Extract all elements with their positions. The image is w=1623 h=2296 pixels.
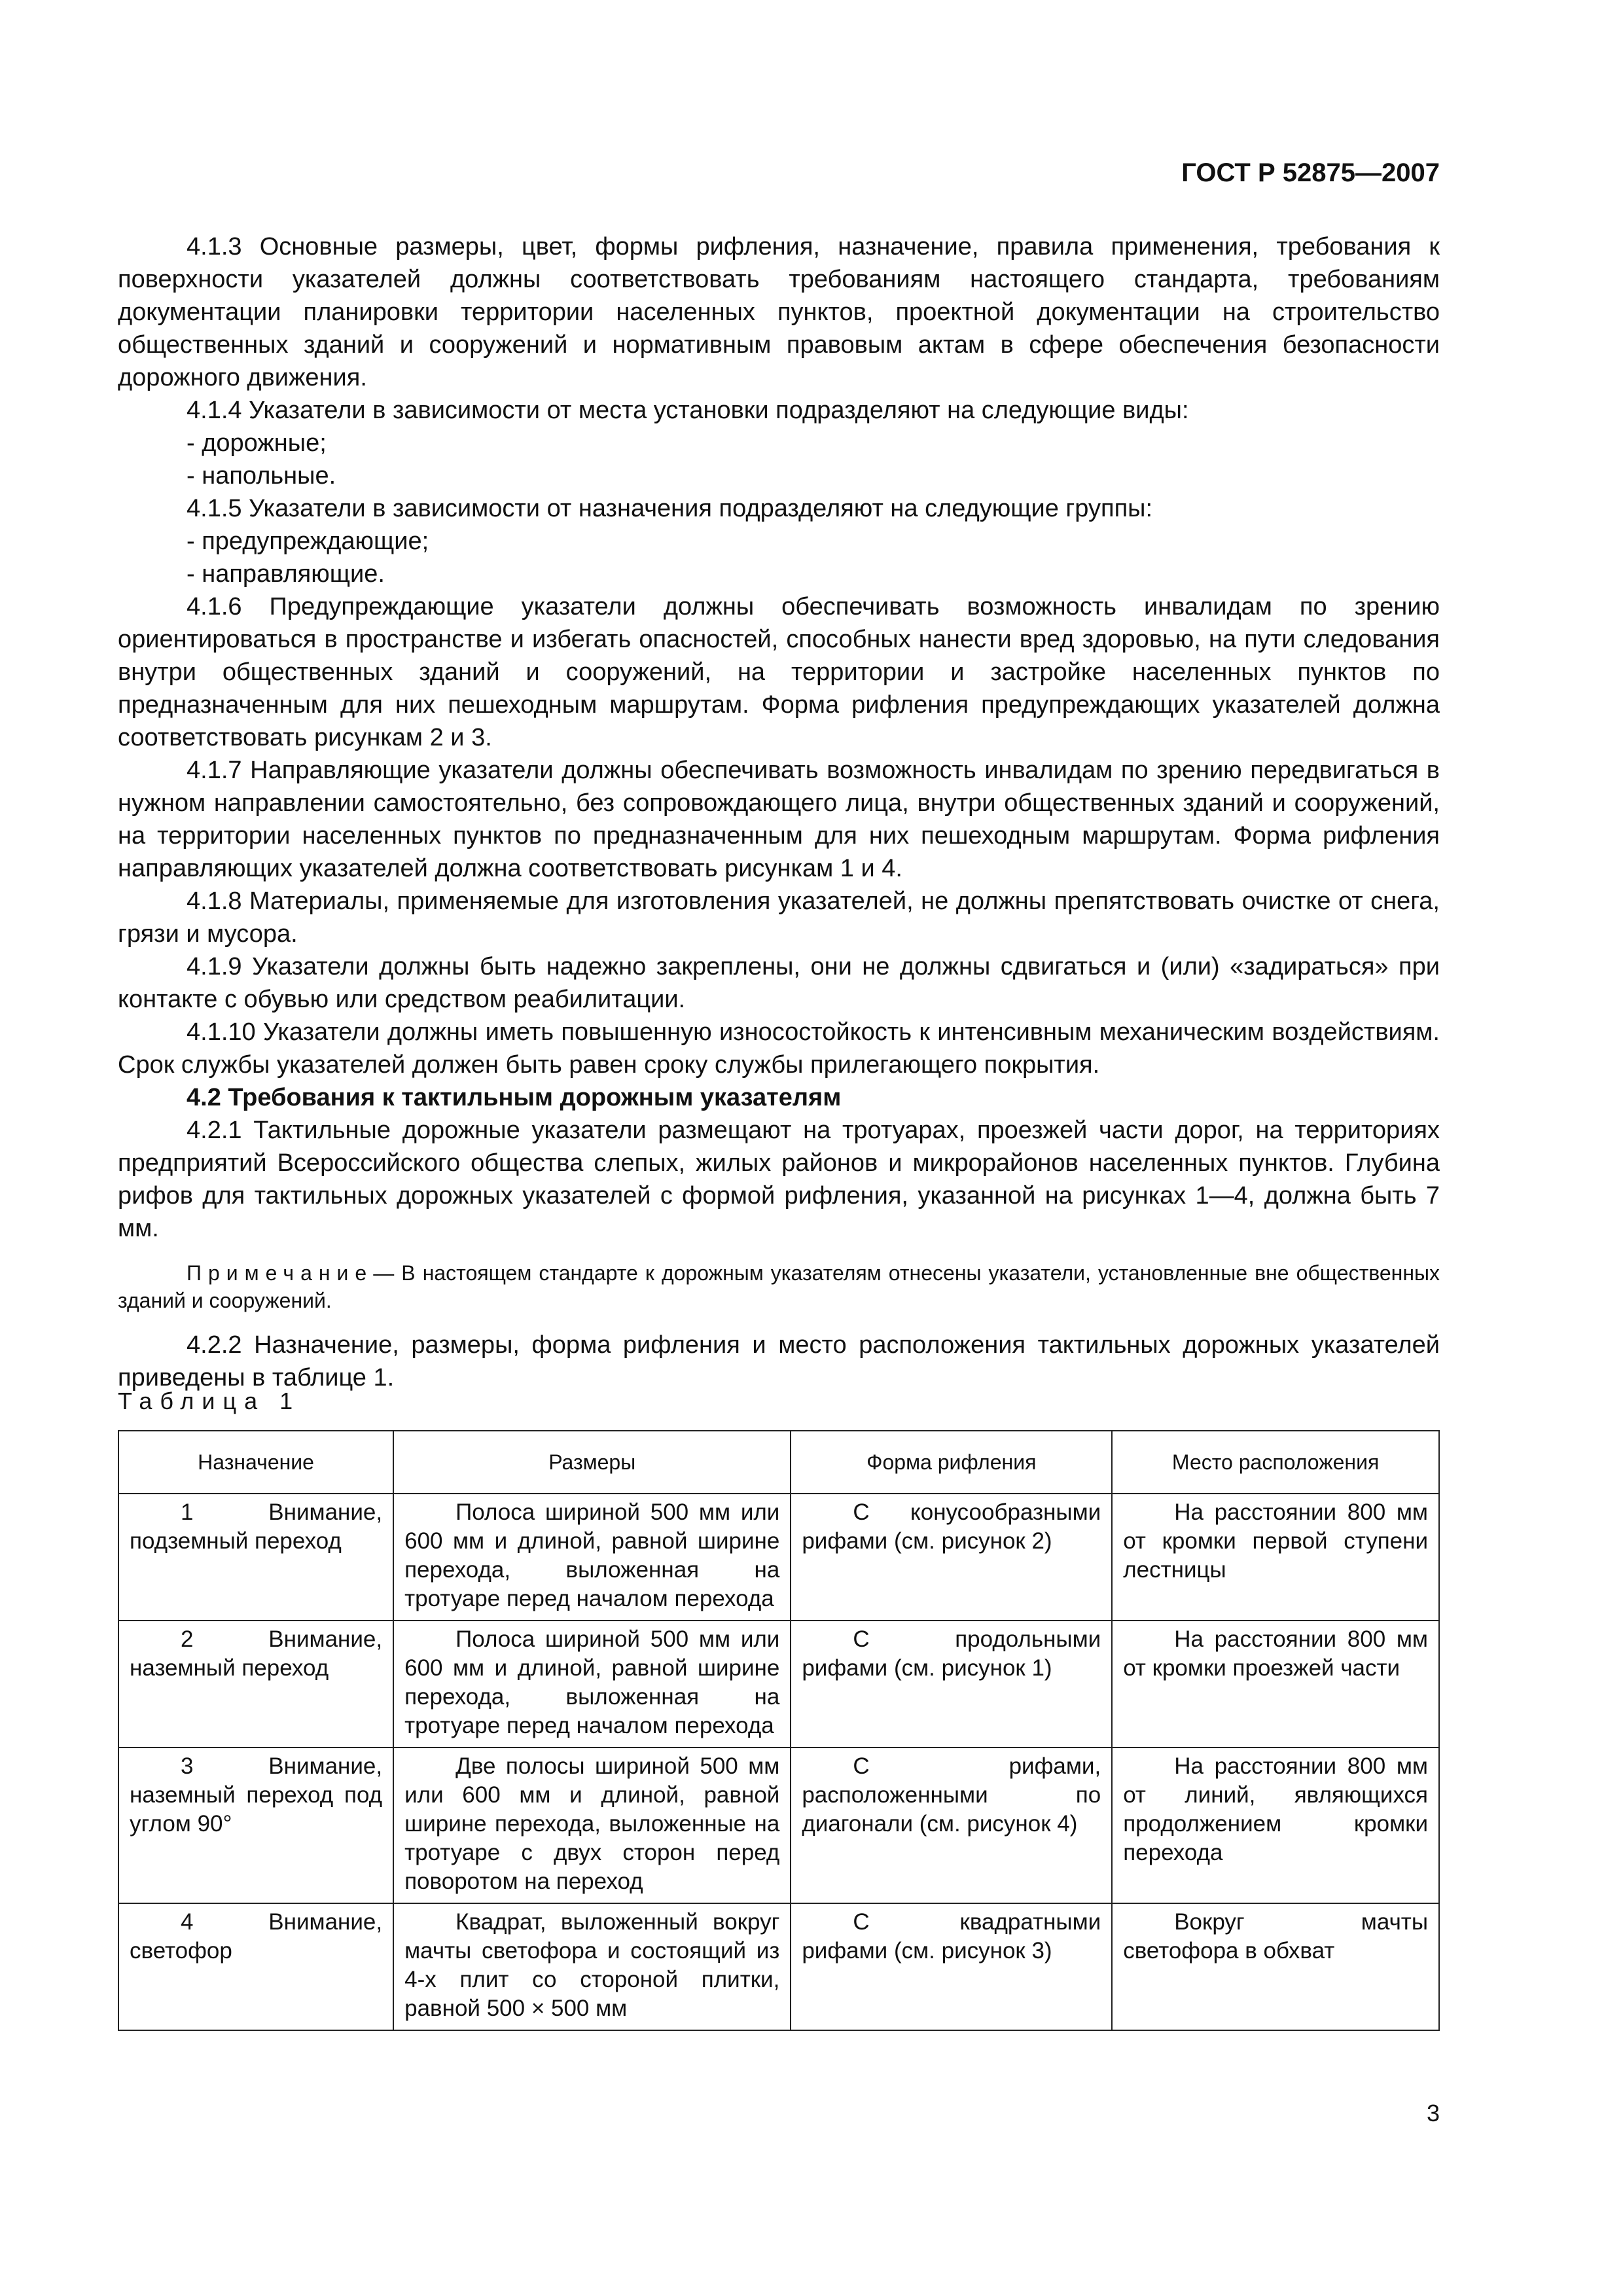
paragraph-4-1-4: 4.1.4 Указатели в зависимости от места установки подразделяют на следующие виды: xyxy=(187,397,1189,424)
document-header: ГОСТ Р 52875—2007 xyxy=(1181,158,1440,187)
table-cell-text: Две полосы шириной 500 мм или 600 мм и длиной, равной ширине перехода, выложенные на тротуаре с двух сторон перед поворотом на переход xyxy=(404,1753,780,1894)
table-cell-text: Квадрат, выложенный вокруг мачты светофора и состоящий из 4-х плит со стороной плитки, равной 500 × 500 мм xyxy=(404,1909,780,2021)
table-cell xyxy=(791,1748,1112,1903)
paragraph-4-2-1: 4.2.1 Тактильные дорожные указатели размещают на тротуарах, проезжей части дорог, на территориях предприятий Всероссийского общества слепых, жилых районов и микрорайонов населенных пунктов. Глубина рифов для тактильных дорожных указателей с формой рифления, указанной на рисунках 1—4, должна быть 7 мм. xyxy=(118,1117,1440,1242)
table-row xyxy=(118,1621,1439,1748)
table-header-cell: Форма рифления xyxy=(791,1431,1112,1494)
paragraph-4-2-2: 4.2.2 Назначение, размеры, форма рифления и место расположения тактильных дорожных указателей приведены в таблице 1. xyxy=(118,1331,1440,1391)
table-cell xyxy=(791,1621,1112,1748)
table-cell xyxy=(118,1903,393,2030)
table-header-cell: Размеры xyxy=(393,1431,791,1494)
paragraph-4-1-6: 4.1.6 Предупреждающие указатели должны обеспечивать возможность инвалидам по зрению ориентироваться в пространстве и избегать опасностей, способных нанести вред здоровью, на пути следования внутри общественных зданий и сооружений, на территории и застройке населенных пунктов по предназначенным для них пешеходным маршрутам. Форма рифления предупреждающих указателей должна соответствовать рисункам 2 и 3. xyxy=(118,593,1440,751)
table-cell xyxy=(118,1621,393,1748)
table-cell xyxy=(118,1494,393,1621)
table-cell-text: На расстоянии 800 мм от кромки проезжей части xyxy=(1123,1626,1428,1681)
table-header-cell: Назначение xyxy=(118,1431,393,1494)
paragraph-4-1-7: 4.1.7 Направляющие указатели должны обеспечивать возможность инвалидам по зрению передвигаться в нужном направлении самостоятельно, без сопровождающего лица, внутри общественных зданий и сооружений, на территории населенных пунктов по предназначенным для них пешеходным маршрутам. Форма рифления направляющих указателей должна соответствовать рисункам 1 и 4. xyxy=(118,757,1440,882)
paragraph-4-1-3: 4.1.3 Основные размеры, цвет, формы рифления, назначение, правила применения, требования к поверхности указателей должны соответствовать требованиям настоящего стандарта, требованиям документации планировки территории населенных пунктов, проектной документации на строительство общественных зданий и сооружений и нормативным правовым актам в сфере обеспечения безопасности дорожного движения. xyxy=(118,233,1440,391)
table-cell xyxy=(791,1494,1112,1621)
table-cell-text: С продольными рифами (см. рисунок 1) xyxy=(802,1626,1101,1681)
table-cell xyxy=(393,1494,791,1621)
table-cell-text: 3 Внимание, наземный переход под углом 90° xyxy=(130,1753,383,1837)
table-cell-text: На расстоянии 800 мм от линий, являющихся продолжением кромки перехода xyxy=(1123,1753,1428,1865)
table-cell-text: 4 Внимание, светофор xyxy=(130,1909,383,1964)
table-cell-text: Полоса шириной 500 мм или 600 мм и длиной, равной ширине перехода, выложенная на тротуаре перед началом перехода xyxy=(404,1626,780,1738)
table-cell-text: 1 Внимание, подземный переход xyxy=(130,1499,383,1554)
table-cell-text: 2 Внимание, наземный переход xyxy=(130,1626,383,1681)
page-number: 3 xyxy=(1426,2100,1440,2126)
note-label: Примечание xyxy=(187,1261,374,1285)
table-cell xyxy=(1112,1748,1439,1903)
list-item: - предупреждающие; xyxy=(187,528,429,555)
table-caption: Таблица 1 xyxy=(118,1388,301,1414)
table-row xyxy=(118,1494,1439,1621)
note xyxy=(118,1259,1440,1314)
table-cell xyxy=(791,1903,1112,2030)
table-cell xyxy=(393,1748,791,1903)
note-text: — В настоящем стандарте к дорожным указателям отнесены указатели, установленные вне общественных зданий и сооружений. xyxy=(118,1261,1440,1312)
table-cell xyxy=(118,1748,393,1903)
table-cell xyxy=(1112,1494,1439,1621)
table-cell-text: С конусообразными рифами (см. рисунок 2) xyxy=(802,1499,1101,1554)
section-title-4-2: 4.2 Требования к тактильным дорожным указателям xyxy=(187,1084,842,1111)
paragraph-4-1-9: 4.1.9 Указатели должны быть надежно закреплены, они не должны сдвигаться и (или) «задираться» при контакте с обувью или средством реабилитации. xyxy=(118,953,1440,1013)
table-cell xyxy=(393,1621,791,1748)
table-cell-text: Вокруг мачты светофора в обхват xyxy=(1123,1909,1428,1964)
table-cell-text: С квадратными рифами (см. рисунок 3) xyxy=(802,1909,1101,1964)
body-text xyxy=(118,230,1440,1394)
paragraph-4-1-5: 4.1.5 Указатели в зависимости от назначения подразделяют на следующие группы: xyxy=(187,495,1153,522)
table-cell xyxy=(393,1903,791,2030)
table-cell xyxy=(1112,1903,1439,2030)
table-row xyxy=(118,1748,1439,1903)
table-cell-text: На расстоянии 800 мм от кромки первой ступени лестницы xyxy=(1123,1499,1428,1583)
list-item: - дорожные; xyxy=(187,429,327,457)
table-header-cell: Место расположения xyxy=(1112,1431,1439,1494)
table-cell-text: С рифами, расположенными по диагонали (см. рисунок 4) xyxy=(802,1753,1101,1837)
paragraph-4-1-8: 4.1.8 Материалы, применяемые для изготовления указателей, не должны препятствовать очистке от снега, грязи и мусора. xyxy=(118,888,1440,948)
table-cell-text: Полоса шириной 500 мм или 600 мм и длиной, равной ширине перехода, выложенная на тротуаре перед началом перехода xyxy=(404,1499,780,1611)
list-item: - направляющие. xyxy=(187,560,385,588)
table-row xyxy=(118,1903,1439,2030)
table-header-row xyxy=(118,1431,1439,1494)
list-item: - напольные. xyxy=(187,462,336,490)
paragraph-4-1-10: 4.1.10 Указатели должны иметь повышенную износостойкость к интенсивным механическим воздействиям. Срок службы указателей должен быть равен сроку службы прилегающего покрытия. xyxy=(118,1018,1440,1079)
table-1 xyxy=(118,1430,1440,2031)
table-cell xyxy=(1112,1621,1439,1748)
